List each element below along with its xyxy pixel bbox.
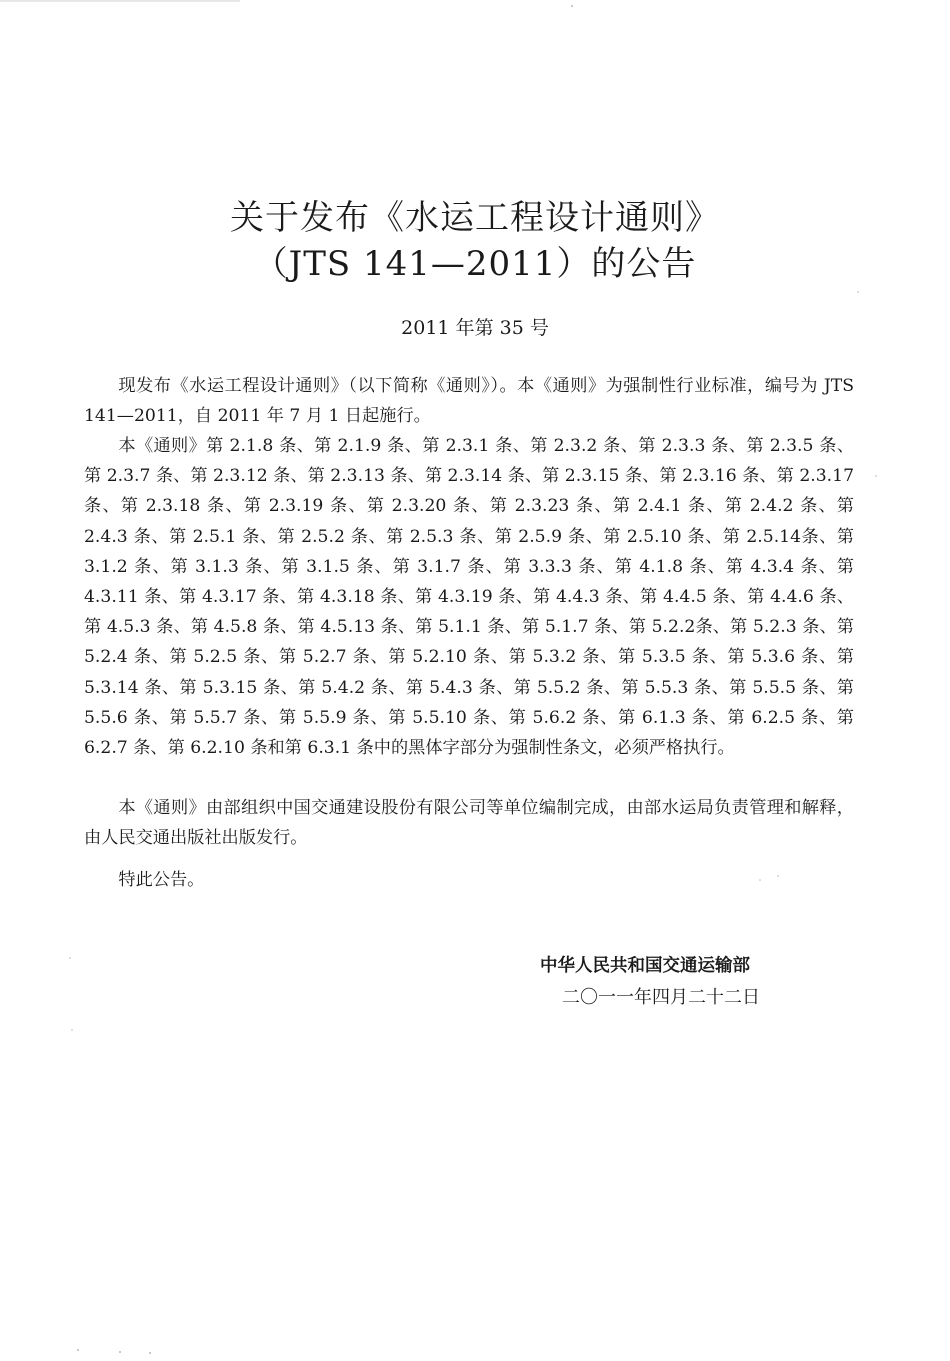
document-title-line2: （JTS 141—2011）的公告 [253,244,697,284]
paragraph-text: 特此公告。 [118,870,205,890]
paragraph-text: 本《通则》由部组织中国交通建设股份有限公司等单位编制完成，由部水运局负责管理和解释，由人民交通出版社出版发行。 [84,798,854,849]
document-number: 2011 年第 35 号 [401,317,549,339]
document-title-line1: 关于发布《水运工程设计通则》 [230,198,720,238]
issue-date: 二〇一一年四月二十二日 [562,987,760,1008]
paragraph-text: 现发布《水运工程设计通则》（以下简称《通则》）。本《通则》为强制性行业标准，编号为 JTS 141—2011，自 2011 年 7 月 1 日起施行。 [84,376,854,427]
paragraph-text: 本《通则》第 2.1.8 条、第 2.1.9 条、第 2.3.1 条、第 2.3.2 条、第 2.3.3 条、第 2.3.5 条、第 2.3.7 条、第 2.3.12 条、第 2.3.13 条、第 2.3.14 条、第 2.3.15 条、第 2.3.16 条、第 2.3.17条、第 2.3.18 条、第 2.3.19 条、第 2.3.20 条、第 2.3.23 条、第 2.4.1 条、第 2.4.2 条、第 2.4.3 条、第 2.5.1 条、第 2.5.2 条、第 2.5.3 条、第 2.5.9 条、第 2.5.10 条、第 2.5.14条、第 3.1.2 条、第 3.1.3 条、第 3.1.5 条、第 3.1.7 条、第 3.3.3 条、第 4.1.8 条、第 4.3.4 条、第 4.3.11 条、第 4.3.17 条、第 4.3.18 条、第 4.3.19 条、第 4.4.3 条、第 4.4.5 条、第 4.4.6 条、第 4.5.3 条、第 4.5.8 条、第 4.5.13 条、第 5.1.1 条、第 5.1.7 条、第 5.2.2条、第 5.2.3 条、第 5.2.4 条、第 5.2.5 条、第 5.2.7 条、第 5.2.10 条、第 5.3.2 条、第 5.3.5 条、第 5.3.6 条、第 5.3.14 条、第 5.3.15 条、第 5.4.2 条、第 5.4.3 条、第 5.5.2 条、第 5.5.3 条、第 5.5.5 条、第 5.5.6 条、第 5.5.7 条、第 5.5.9 条、第 5.5.10 条、第 5.6.2 条、第 6.1.3 条、第 6.2.5 条、第 6.2.7 条、第 6.2.10 条和第 6.3.1 条中的黑体字部分为强制性条文，必须严格执行。 [84,436,854,759]
issuing-organization: 中华人民共和国交通运输部 [540,956,750,976]
